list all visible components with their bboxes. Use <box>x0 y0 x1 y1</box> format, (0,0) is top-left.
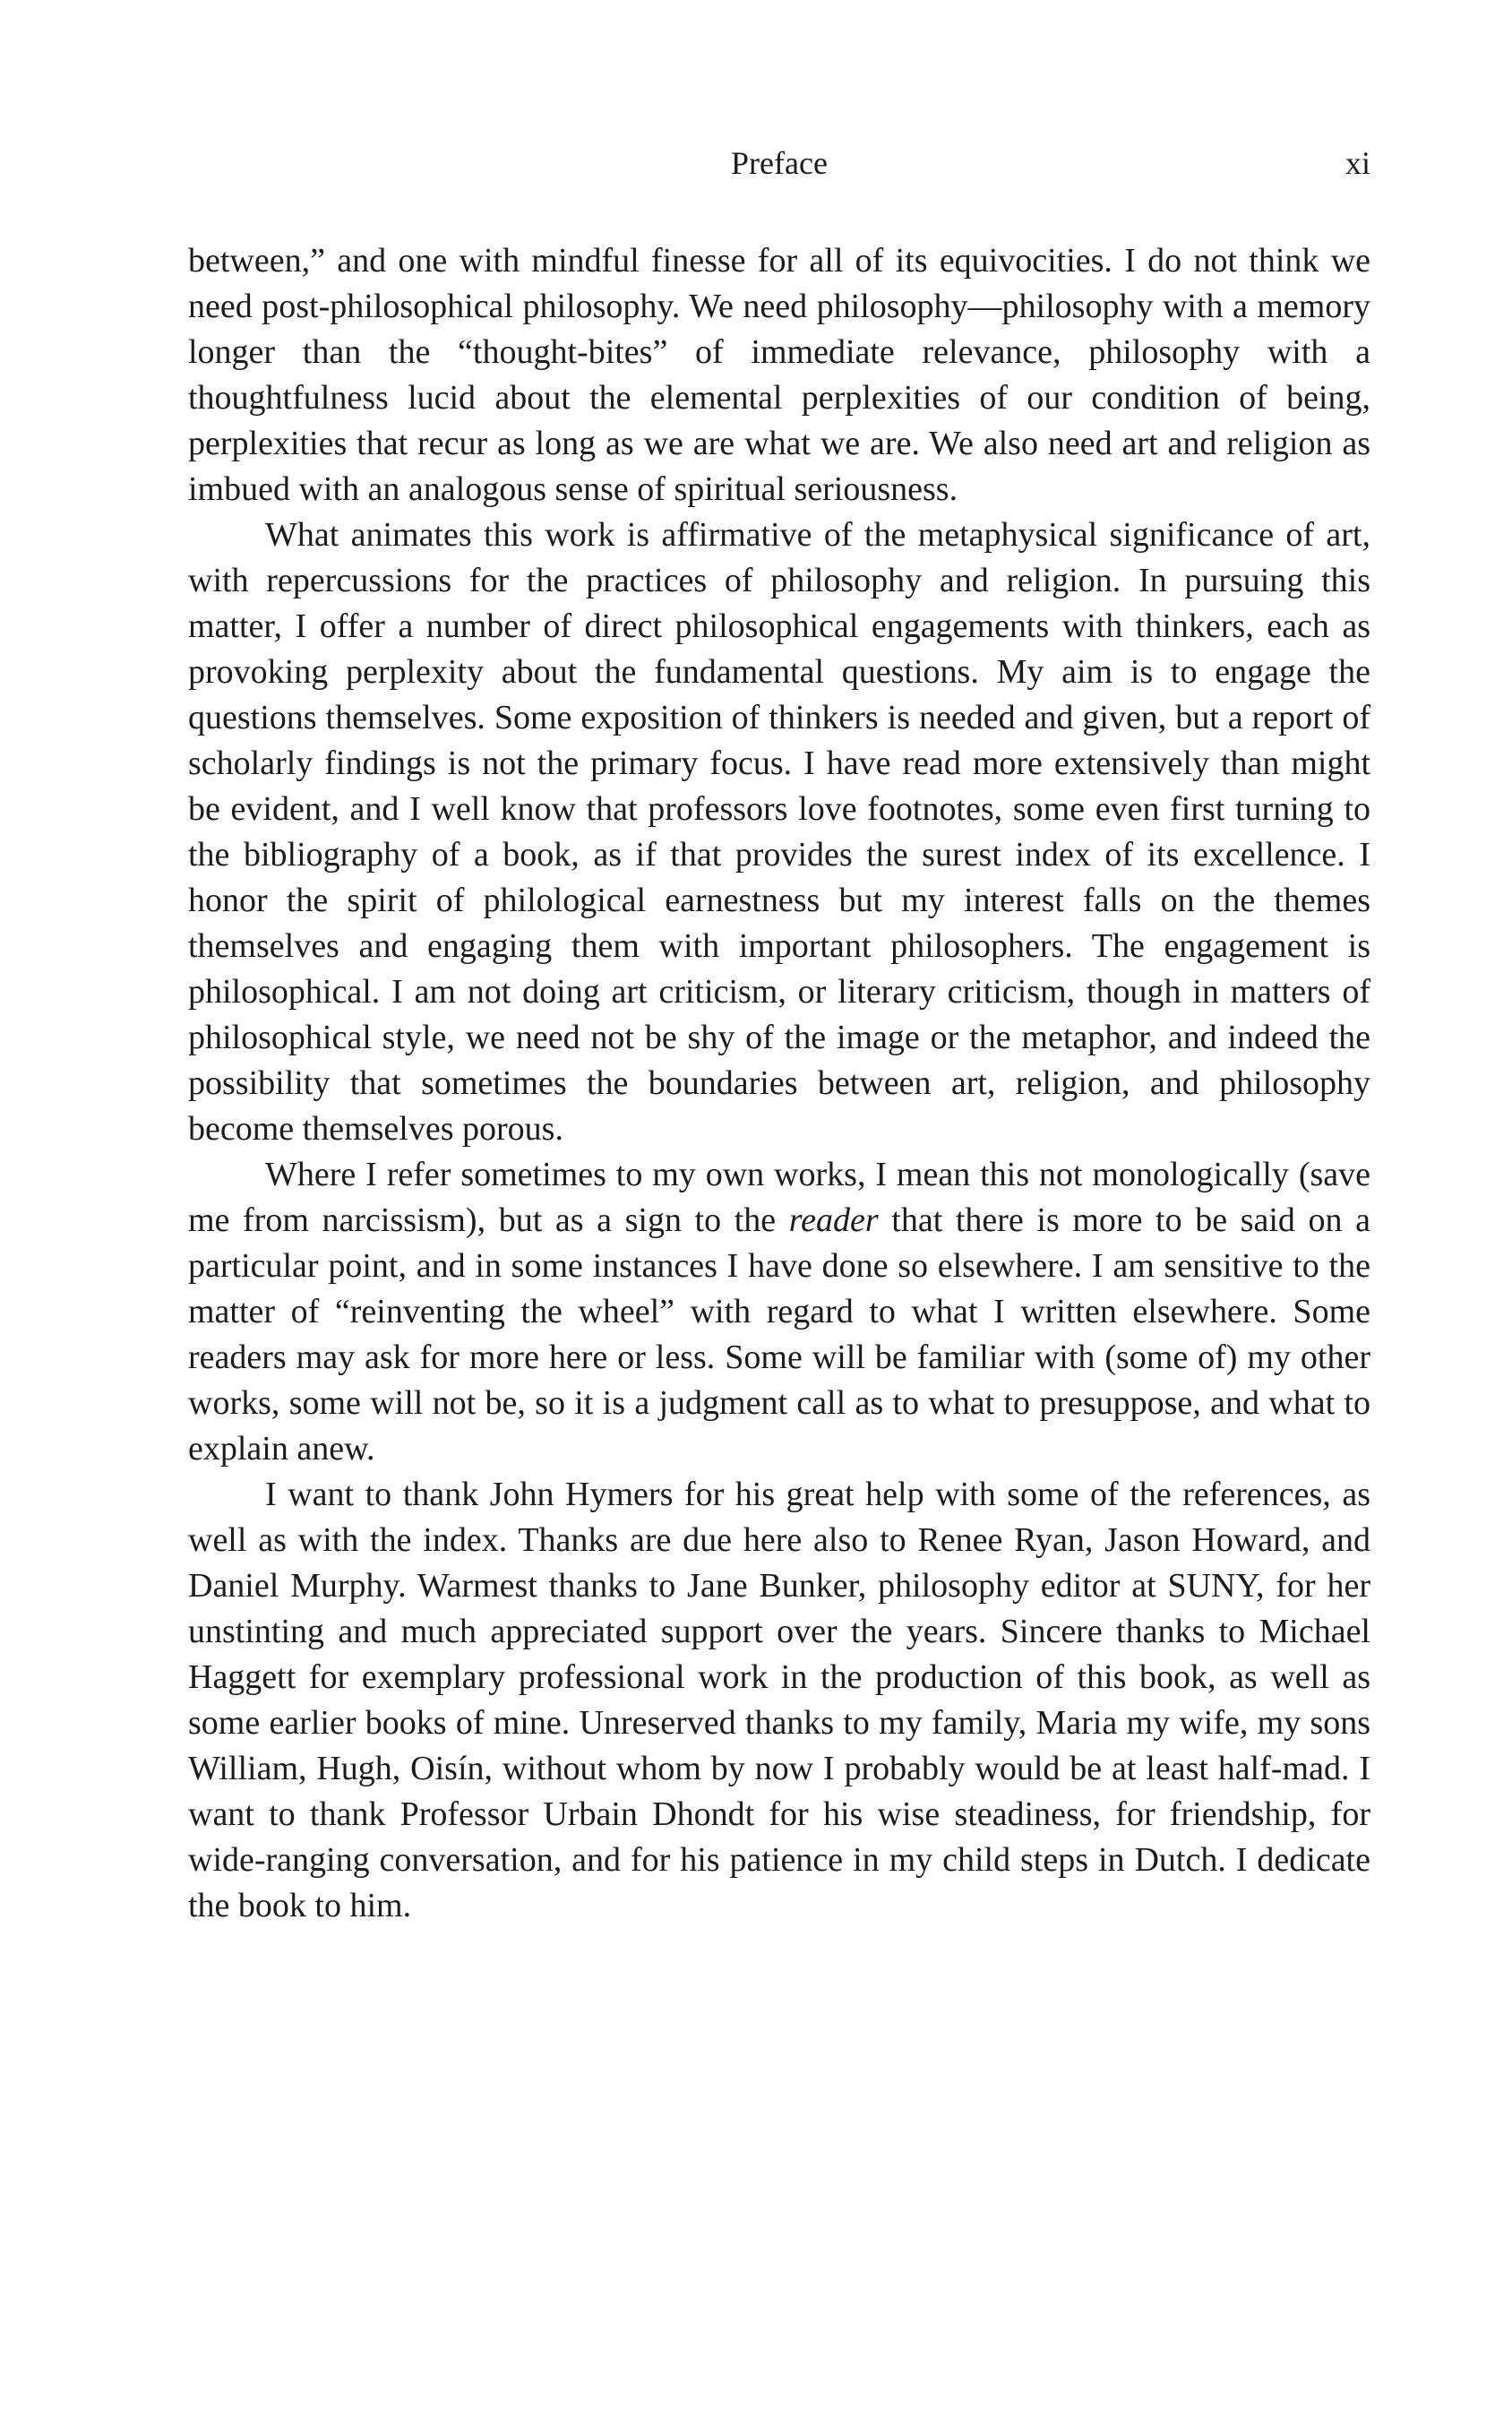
page-number: xi <box>1344 145 1370 181</box>
body-text <box>188 238 1370 1929</box>
paragraph-continuation: between,” and one with mindful finesse for all of its equivocities. I do not think we need post-philosophical philosophy. We need philosophy—philosophy with a memory longer than the “thought-bites” of immediate relevance, philosophy with a thoughtfulness lucid about the elemental perplexities of our condition of being, perplexities that recur as long as we are what we are. We also need art and religion as imbued with an analogous sense of spiritual seriousness. <box>188 242 1370 508</box>
paragraph-own-works-after: that there is more to be said on a particular point, and in some instances I have done so elsewhere. I am sensitive to the matter of “reinventing the wheel” with regard to what I written elsewhere. Some readers may ask for more here or less. Some will be familiar with (some of) my other works, some will not be, so it is a judgment call as to what to presuppose, and what to explain anew. <box>188 1201 1370 1468</box>
paragraph-own-works-emphasis: reader <box>788 1201 879 1239</box>
running-head <box>188 143 1370 183</box>
paragraph-own-works-before: Where I refer sometimes to my own works, I mean this not monologically (save me from narcissism), but as a sign to the <box>188 1156 1370 1239</box>
paragraph-acknowledgments: I want to thank John Hymers for his great help with some of the references, as well as with the index. Thanks are due here also to Renee Ryan, Jason Howard, and Daniel Murphy. Warmest thanks to Jane Bunker, philosophy editor at SUNY, for her unstinting and much appreciated support over the years. Sincere thanks to Michael Haggett for exemplary professional work in the production of this book, as well as some earlier books of mine. Unreserved thanks to my family, Maria my wife, my sons William, Hugh, Oisín, without whom by now I probably would be at least half-mad. I want to thank Professor Urbain Dhondt for his wise steadiness, for friendship, for wide-ranging conversation, and for his patience in my child steps in Dutch. I dedicate the book to him. <box>188 1476 1370 1924</box>
paragraph-metaphysical-significance: What animates this work is affirmative of the metaphysical significance of art, with repercussions for the practices of philosophy and religion. In pursuing this matter, I offer a number of direct philosophical engagements with thinkers, each as provoking perplexity about the fundamental questions. My aim is to engage the questions themselves. Some exposition of thinkers is needed and given, but a report of scholarly findings is not the primary focus. I have read more extensively than might be evident, and I well know that professors love footnotes, some even first turning to the bibliography of a book, as if that provides the surest index of its excellence. I honor the spirit of philological earnestness but my interest falls on the themes themselves and engaging them with important philosophers. The engagement is philosophical. I am not doing art criticism, or literary criticism, though in matters of philosophical style, we need not be shy of the image or the metaphor, and indeed the possibility that sometimes the boundaries between art, religion, and philosophy become themselves porous. <box>188 516 1370 1148</box>
paragraph-own-works <box>188 1152 1370 1472</box>
running-head-title: Preface <box>731 145 828 181</box>
